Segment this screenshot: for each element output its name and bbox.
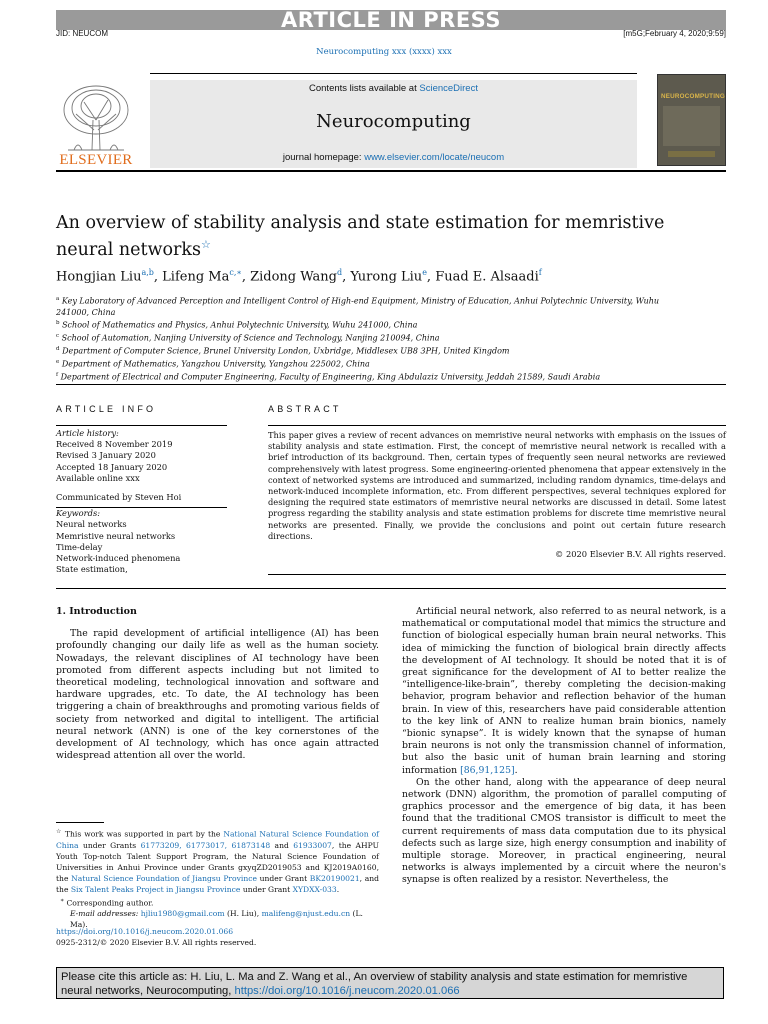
keyword: Time-delay xyxy=(56,541,103,552)
build-stamp: [m5G;February 4, 2020;9:59] xyxy=(623,29,726,38)
journal-name: Neurocomputing xyxy=(316,111,471,132)
contents-line: Contents lists available at ScienceDirect xyxy=(309,83,478,94)
affiliations xyxy=(56,294,666,383)
article-in-press-banner: ARTICLE IN PRESS xyxy=(56,10,726,30)
header-thick-rule xyxy=(56,170,726,172)
section-rule xyxy=(56,384,726,385)
abstract-copyright: © 2020 Elsevier B.V. All rights reserved. xyxy=(555,549,726,560)
keyword: Memristive neural networks xyxy=(56,530,176,541)
history-item: Accepted 18 January 2020 xyxy=(56,461,168,472)
author-affil-link[interactable]: d xyxy=(336,268,343,277)
keywords-label: Keywords: xyxy=(56,508,101,519)
author-affil-link[interactable]: c,∗ xyxy=(229,268,242,277)
affiliation: $^e$ Department of Mathematics, Yangzhou University, Yangzhou 225002, China xyxy=(56,359,370,369)
issn-line: 0925-2312/© 2020 Elsevier B.V. All rights reserved. xyxy=(56,938,257,947)
doi-block xyxy=(56,926,256,948)
grant-link[interactable]: XYDXX-033 xyxy=(292,884,337,894)
affiliation: $^c$ School of Automation, Nanjing University of Science and Technology, Nanjing 210094, China xyxy=(56,333,440,343)
author-affil-link[interactable]: e xyxy=(422,268,427,277)
affiliation: $^d$ Department of Computer Science, Brunel University London, Uxbridge, Middlesex UB8 3PH, United Kingdom xyxy=(56,346,510,356)
section-heading: 1. Introduction xyxy=(56,606,137,617)
email-link[interactable]: hjliu1980@gmail.com xyxy=(140,909,225,919)
paragraph: On the other hand, along with the appearance of deep neural network (DNN) algorithm, the promotion of parallel computing of graphics processor and the emergence of big data, it has been found that the traditional CMOS transistor is difficult to meet the current requirements of mass data computation due to its physical defects such as large size, high energy consumption and inability of multiple storage. Moreover, in practical engineering, neural networks is always implemented by a circuit where the neuron's synapse is often realized by a resistor. Nevertheless, the xyxy=(402,776,726,886)
history-item: Revised 3 January 2020 xyxy=(56,450,156,461)
body-left-column xyxy=(56,606,379,762)
body-right-column xyxy=(402,606,726,887)
paragraph: Artificial neural network, also referred to as neural network, is a mathematical or computational model that mimics the structure and function of biological especially human brain neural networks. This idea of mimicking the function of biological brain directly affects the development of AI technology. It should be noted that it is of great significance for the development of AI to better realize the “intelligence-like-brain”, thereby completing the decision-making behavior, program behavior and reflection behavior of the human brain. In view of this, researchers have paid considerable attention to the key link of ANN to realize human brain bionics, namely “bionic synapse”. It is widely known that the synapse of human brain neurons is not only the transmission channel of information, but also the basic unit of human brain learning and storing information [86,91,125]. xyxy=(402,606,726,776)
affiliation: $^f$ Department of Electrical and Computer Engineering, Faculty of Engineering, King Abdulaziz University, Jeddah 21589, Saudi Arabia xyxy=(56,372,601,382)
front-matter-rule xyxy=(56,588,726,589)
email-link[interactable]: malifeng@njust.edu.cn xyxy=(261,909,351,919)
author: Yurong Liu xyxy=(350,269,423,285)
footnotes xyxy=(56,826,379,930)
author: Zidong Wang xyxy=(250,269,337,285)
citation-link[interactable]: [86,91,125] xyxy=(460,764,515,776)
journal-cover-image xyxy=(657,74,726,166)
cover-title: NEUROCOMPUTING xyxy=(661,93,726,100)
homepage-line: journal homepage: www.elsevier.com/locate/neucom xyxy=(282,152,505,163)
journal-id: JID: NEUCOM xyxy=(56,29,108,38)
journal-reference[interactable]: Neurocomputing xxx (xxxx) xxx xyxy=(316,47,452,57)
header-rule xyxy=(150,73,637,74)
keyword: Network-induced phenomena xyxy=(56,553,181,564)
abstract xyxy=(268,425,726,559)
article-title: An overview of stability analysis and state estimation for memristive neural networks☆ xyxy=(56,213,665,260)
affiliation: $^b$ School of Mathematics and Physics, Anhui Polytechnic University, Wuhu 241000, China xyxy=(56,320,418,330)
funder-link[interactable]: Natural Science Foundation of Jiangsu Province xyxy=(71,873,257,883)
journal-header xyxy=(150,80,637,168)
history-item: Received 8 November 2019 xyxy=(56,439,173,450)
funder-link[interactable]: Six Talent Peaks Project in Jiangsu Province xyxy=(70,884,241,894)
title-footnote-mark[interactable]: ☆ xyxy=(200,238,211,251)
citation-doi-link[interactable]: https://doi.org/10.1016/j.neucom.2020.01.066 xyxy=(234,985,460,997)
paragraph: The rapid development of artificial intelligence (AI) has been profoundly changing our daily life as well as the human society. Nowadays, the relevant disciplines of AI technology have been promoted from different aspects including but not limited to theoretical modeling, technological innovation and software and hardware upgrades, etc. To date, the AI technology has been triggering a chain of breakthroughs and promoting various fields of society from networked and digital to intelligent. The artificial neural network (ANN) is one of the key cornerstones of the development of AI technology, which has once again attracted widespread attention all over the world. xyxy=(56,628,379,762)
author-affil-link[interactable]: a,b xyxy=(141,268,154,277)
keyword: State estimation, xyxy=(56,564,128,575)
abstract-text: This paper gives a review of recent advances on memristive neural networks with emphasis on the issues of stability analysis and state estimation. First, the concept of memristive neural network is recalled with a brief introduction of its background. Then, certain types of frequently seen neural networks are reviewed comprehensively with latest progress. Some engineering-oriented phenomena that appear extensively in the context of networked systems are introduced and summarized, including random dynamics, time-delays and network-induced incomplete information, etc. From different perspectives, several techniques explored for designing the required state estimators of memristive neural networks are discussed in detail. Some latest progress regarding the stability analysis and state estimation problems for discrete time memristive neural networks are presented. Finally, we provide the conclusions and point out certain future research directions. xyxy=(268,430,726,541)
author: Hongjian Liu xyxy=(56,269,142,285)
doi-link[interactable]: https://doi.org/10.1016/j.neucom.2020.01.066 xyxy=(56,927,234,936)
funding-footnote: ☆ This work was supported in part by the National Natural Science Foundation of China under Grants 61773209, 61773017, 61873148 and 61933007, the AHPU Youth Top-notch Talent Support Program, the Natural Science Foundation of Universities in Anhui Province under Grants gxyqZD2019053 and KJ2019A0160, the Natural Science Foundation of Jiangsu Province under Grant BK20190021, and the Six Talent Peaks Project in Jiangsu Province under Grant XYDXX-033. xyxy=(56,828,380,894)
author: Lifeng Ma xyxy=(162,269,230,285)
sciencedirect-link[interactable]: ScienceDirect xyxy=(419,83,478,94)
homepage-link[interactable]: www.elsevier.com/locate/neucom xyxy=(364,152,505,163)
publisher-wordmark: ELSEVIER xyxy=(59,152,133,168)
citation-box: Please cite this article as: H. Liu, L. Ma and Z. Wang et al., An overview of stability analysis and state estimation for memristive neural networks, Neurocomputing, https://doi.org/10.1016/j.neucom.2020.01.066 xyxy=(56,967,724,999)
email-addresses: E-mail addresses: hjliu1980@gmail.com (H. Liu), malifeng@njust.edu.cn (L. Ma). xyxy=(70,909,363,930)
author-affil-link[interactable]: f xyxy=(538,268,542,277)
corresponding-author-note: ∗ Corresponding author. xyxy=(60,896,154,908)
keyword: Neural networks xyxy=(56,519,127,530)
author-list: Hongjian Liu$^{a,b}$, Lifeng $Ma^{c,∗}$, Zidong Wang$^d$, Yurong Liu$^e$, Fuad E. Alsaadi$^f$ xyxy=(56,268,542,285)
history-label: Article history: xyxy=(56,428,119,438)
funder-link[interactable]: National Natural Science Foundation of China xyxy=(56,829,379,850)
affiliation: $^a$ Key Laboratory of Advanced Perception and Intelligent Control of High-end Equipment, Ministry of Education, Anhui Polytechnic University, Wuhu 241000, China xyxy=(56,296,660,317)
grant-link[interactable]: 61933007 xyxy=(293,840,332,850)
grant-link[interactable]: 61773209, 61773017, 61873148 xyxy=(140,840,271,850)
history-item: Available online xxx xyxy=(56,472,140,483)
communicated-by: Communicated by Steven Hoi xyxy=(56,492,182,503)
article-info-heading: ARTICLE INFO xyxy=(56,404,157,414)
author: Fuad E. Alsaadi xyxy=(435,269,539,285)
grant-link[interactable]: BK20190021 xyxy=(309,873,360,883)
article-info xyxy=(56,425,227,575)
abstract-heading: ABSTRACT xyxy=(268,404,342,414)
